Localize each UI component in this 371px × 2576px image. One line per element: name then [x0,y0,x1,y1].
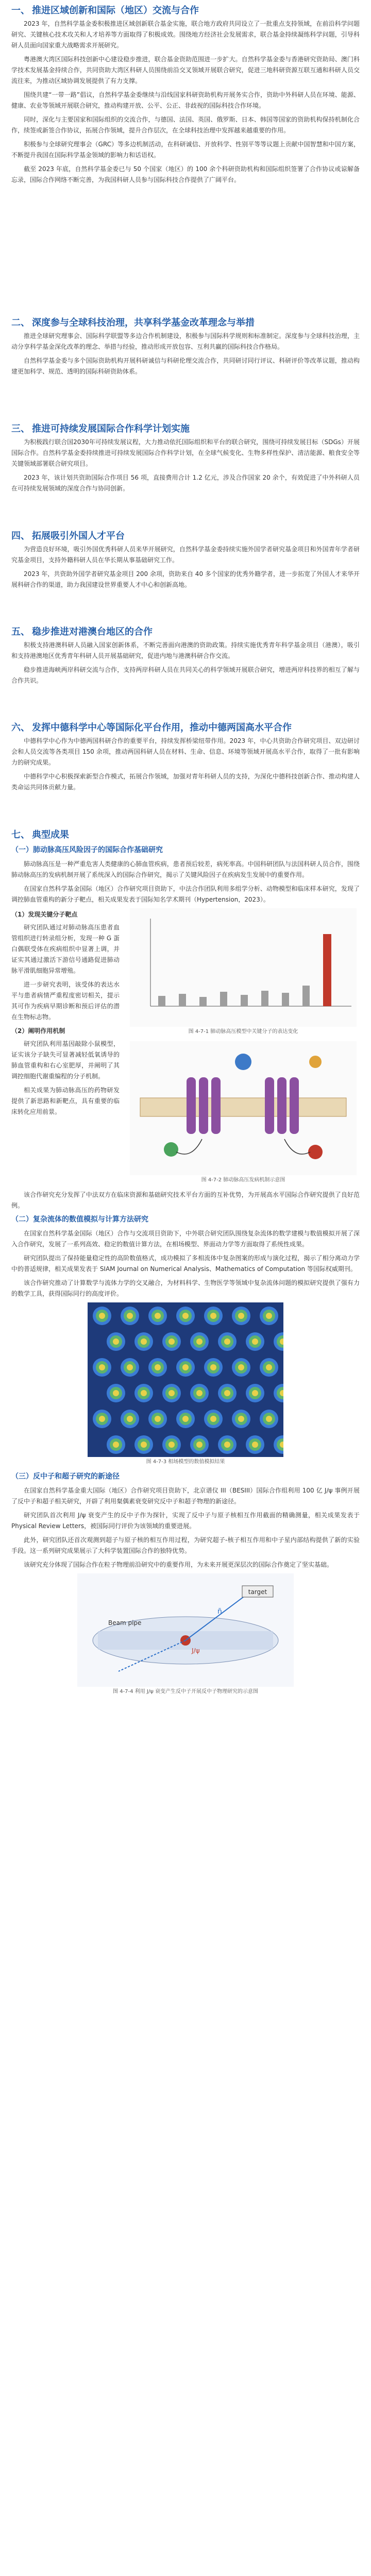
pattern-ring [224,1338,230,1345]
paragraph: 研究团队利用基因敲除小鼠模型，证实该分子缺失可显著减轻低氧诱导的肺血管重构和右心室肥厚，并阐明了其调控细胞代谢重编程的分子机制。 [11,1040,120,1080]
paragraph: 积极支持港澳科研人员融入国家创新体系，不断完善面向港澳的资助政策。持续实施优秀青年科学基金项目（港澳），吸引和支持港澳地区优秀青年科研人员开展基础研究，促进内地与港澳科研合作交流。 [11,641,360,659]
pattern-ring [252,1442,258,1448]
paragraph: 在国家自然科学基金国际（地区）合作研究项目资助下，中法合作团队利用多组学分析、动物模型和临床样本研究，发现了调控肺血管重构的新分子靶点，相关成果发表于国际知名学术期刊（Hypertension，2023）。 [11,885,360,903]
result-3-title: （三）反中子和超子研究的新途径 [11,1472,120,1481]
signal-molecule [164,1142,178,1157]
pattern-ring [238,1313,244,1319]
section-2 [11,315,360,380]
paragraph: 研究团队通过对肺动脉高压患者血管组织进行转录组分析，发现一种 G 蛋白偶联受体在疾病组织中显著上调，并证实其通过激活下游信号通路促进肺动脉平滑肌细胞异常增殖。 [11,924,120,974]
result-2-title: （二）复杂流体的数值模拟与计算方法研究 [11,1215,148,1224]
paragraph: 为积极践行联合国2030年可持续发展议程，大力推动依托国际组织和平台的联合研究，围绕可持续发展目标（SDGs）开展国际合作。自然科学基金委持续推进可持续发展国际合作科学计划，在全球气候变化、生物多样性保护、清洁能源、粮食安全等关键领域部署联合研究项目。 [11,438,360,467]
section-heading: 二、 深度参与全球科技治理，共享科学基金改革理念与举措 [11,317,255,328]
paragraph: 在国家自然科学基金国际（地区）合作与交流项目资助下，中外联合研究团队围绕复杂流体的数学建模与数值模拟开展了深入合作研究，发展了一系列高效、稳定的数值计算方法，在相场模型、界面动力学等方面取得了系统性成果。 [11,1230,360,1248]
receptor-helix [290,1077,299,1134]
pattern-ring [196,1390,203,1396]
figure-caption: 图 4-7-2 肺动脉高压发病机制示意图 [201,1177,285,1183]
pattern-ring [155,1416,161,1422]
pattern-ring [182,1416,189,1422]
paragraph: 此外，研究团队还首次观测到超子与原子核的相互作用过程，为研究超子-核子相互作用和中子星内部结构提供了新的实验手段。这一系列研究成果展示了大科学装置国际合作的独特优势。 [11,1536,360,1554]
pattern-ring [210,1416,216,1422]
pattern-ring [99,1364,105,1370]
pattern-ring [155,1364,161,1370]
section-3 [11,421,360,497]
pattern-ring [210,1313,216,1319]
pattern-ring [113,1390,119,1396]
receptor-helix [265,1077,274,1134]
ligand [309,1056,322,1068]
figure-caption: 图 4-7-4 利用 J/ψ 衰变产生反中子开展反中子物理研究的示意图 [113,1689,258,1694]
pattern-ring [127,1313,133,1319]
signal-molecule [308,1145,323,1159]
pattern-ring [196,1338,203,1345]
section-heading: 七、 典型成果 [11,829,69,840]
bar [220,992,227,1006]
paragraph: 截至 2023 年底，自然科学基金委已与 50 个国家（地区）的 100 余个科研资助机构和国际组织签署了合作协议或谅解备忘录，国际合作网络不断完善，为我国科研人员参与国际科技合作提供了广阔平台。 [11,165,360,183]
section-heading: 三、 推进可持续发展国际合作科学计划实施 [11,423,190,434]
pattern-ring [155,1313,161,1319]
data-point [325,938,327,941]
section-heading: 四、 拓展吸引外国人才平台 [11,531,125,541]
receptor-helix [199,1077,208,1134]
paragraph: 研究团队提出了保持能量稳定性的高阶数值格式，成功模拟了多相流体中复杂图案的形成与演化过程，揭示了相分离动力学中的普适规律，相关成果发表于 SIAM Journal on Numerical Analysis、Mathematics of Computation 等国际权威期刊。 [11,1255,360,1273]
pattern-ring [266,1416,272,1422]
membrane [140,1098,346,1116]
section-5 [11,624,360,689]
pattern-ring [127,1364,133,1370]
bar-chart-figure [130,908,357,1027]
section-heading: 五、 稳步推进对港澳台地区的合作 [11,626,153,637]
receptor-helix [277,1077,286,1134]
section-1 [11,3,360,189]
target-label: target [248,1588,267,1596]
receptor-helix [211,1077,221,1134]
section-7 [11,827,360,1701]
paragraph: 稳步推进海峡两岸科研交流与合作，支持两岸科研人员在共同关心的科学领域开展联合研究，增进两岸科技界的相互了解与合作共识。 [11,666,360,684]
paragraph: 中德科学中心积极探索新型合作模式，拓展合作领域，加强对青年科研人员的支持，为深化中德科技创新合作、推动构建人类命运共同体贡献力量。 [11,773,360,791]
bar [241,995,248,1006]
paragraph: 研究团队首次利用 J/ψ 衰变产生的反中子作为探针，实现了反中子与原子核相互作用截面的精确测量，相关成果发表于 Physical Review Letters，被国际同行评价为该领域的重要进展。 [11,1512,360,1530]
section-heading: 六、 发挥中德科学中心等国际化平台作用，推动中德两国高水平合作 [11,722,292,733]
data-point [326,951,329,953]
pattern-ring [168,1390,175,1396]
bar [179,994,186,1006]
bar [199,997,207,1006]
pattern-ring [224,1442,230,1448]
bar [261,991,268,1006]
pattern-ring [141,1442,147,1448]
pattern-ring [113,1338,119,1345]
paragraph: 该合作研究充分发挥了中法双方在临床资源和基础研究技术平台方面的互补优势，为开展高水平国际合作研究提供了良好范例。 [11,1191,360,1209]
pattern-ring [252,1338,258,1345]
result-1-figure-column [127,908,360,1190]
beam-pipe-label: Beam pipe [108,1619,142,1626]
pattern-ring [238,1364,244,1370]
paragraph: 2023 年，共资助外国学者研究基金项目 200 余项，资助来自 40 多个国家的优秀外籍学者，进一步拓宽了外国人才来华开展科研合作的渠道，助力我国建设世界重要人才中心和创新高地。 [11,570,360,588]
antineutron-experiment-diagram [77,1573,294,1687]
subheading: （1）发现关键分子靶点 [11,911,78,918]
pattern-ring [99,1313,105,1319]
paragraph: 推进全球研究理事会、国际科学联盟等多边合作机制建设，积极参与国际科学规则和标准制定。深度参与全球科技治理，主动分享科学基金深化改革的理念、举措与经验，推动形成开放包容、互利共赢的国际科技合作格局。 [11,332,360,350]
mechanism-diagram [130,1041,357,1175]
data-point [328,944,330,947]
paragraph: 2023 年，该计划共资助国际合作项目 56 项，直接费用合计 1.2 亿元，涉及合作国家 20 余个，有效促进了中外科研人员在可持续发展领域的深度合作与协同创新。 [11,474,360,492]
pattern-ring [252,1390,258,1396]
pattern-ring [127,1416,133,1422]
section-4 [11,529,360,594]
pattern-ring [238,1416,244,1422]
result-1-title: （一）肺动脉高压风险因子的国际合作基础研究 [11,846,163,854]
pattern-ring [182,1313,189,1319]
paragraph: 同时，深化与主要国家和国际组织的交流合作，与德国、法国、英国、俄罗斯、日本、韩国等国家的资助机构保持机制化合作，续签或新签合作协议，拓展合作领域，提升合作层次，在全球科技治理中发挥越来越重要的作用。 [11,116,360,134]
pattern-ring [196,1442,203,1448]
pattern-ring [168,1338,175,1345]
phase-field-simulation-image [88,1302,283,1457]
section-heading: 一、 推进区域创新和国际（地区）交流与合作 [11,5,199,16]
pattern-ring [113,1442,119,1448]
pattern-ring [266,1313,272,1319]
bar [158,996,165,1006]
bar [282,993,289,1006]
receptor-helix [187,1077,196,1134]
result-1-text-column [11,908,120,1190]
highlight-bar [323,934,331,1006]
paragraph: 为营造良好环境，吸引外国优秀科研人员来华开展研究，自然科学基金委持续实施外国学者研究基金项目和外国青年学者研究基金项目，支持外籍科研人员在华长期从事基础研究工作。 [11,546,360,564]
paragraph: 在国家自然科学基金重大国际（地区）合作研究项目资助下，北京谱仪 III（BESIII）国际合作组利用 100 亿 J/ψ 事例开展了反中子和超子相关研究，开辟了利用粲偶素衰变研究反中子和超子物理的新途径。 [11,1487,360,1505]
pattern-ring [210,1364,216,1370]
pattern-ring [266,1364,272,1370]
pattern-ring [182,1364,189,1370]
pattern-ring [141,1338,147,1345]
paragraph: 该研究充分体现了国际合作在粒子物理前沿研究中的重要作用，为未来开展更深层次的国际合作奠定了坚实基础。 [24,1561,333,1568]
pattern-ring [99,1416,105,1422]
paragraph: 进一步研究表明，该受体的表达水平与患者病情严重程度密切相关，提示其可作为疾病早期诊断和预后评估的潜在生物标志物。 [11,981,120,1021]
paragraph: 积极参与全球研究理事会（GRC）等多边机制活动，在科研诚信、开放科学、性别平等等议题上贡献中国智慧和中国方案，不断提升我国在国际科学基金领域的影响力和话语权。 [11,141,360,159]
figure-caption: 图 4-7-3 相场模型的数值模拟结果 [146,1459,225,1465]
jpsi-label: J/ψ [192,1647,200,1654]
subheading: （2）阐明作用机制 [11,1027,65,1035]
paragraph: 中德科学中心作为中德两国科研合作的重要平台，持续发挥桥梁纽带作用。2023 年，中心共资助合作研究项目、双边研讨会和人员交流等各类项目 150 余项，推动两国科研人员在材料、生命、信息、环境等领域开展高水平合作，取得了一批有影响力的研究成果。 [11,737,360,766]
figure-caption: 图 4-7-1 肺动脉高压模型中关键分子的表达变化 [188,1029,298,1035]
bar [302,986,310,1006]
pattern-ring [168,1442,175,1448]
section-6 [11,720,360,796]
paragraph: 该合作研究推动了计算数学与流体力学的交叉融合，为材料科学、生物医学等领域中复杂流体问题的模拟研究提供了强有力的数学工具，获得国际同行的高度评价。 [11,1279,360,1297]
figure-bg [130,908,357,1027]
result-1-body [11,908,360,1190]
paragraph: 2023 年，自然科学基金委积极推进区域创新联合基金实施，联合地方政府共同设立了一批重点支持领域，在前沿科学问题研究、关键核心技术攻关和人才培养等方面取得了积极成效。围绕地方经济社会发展需求，联合基金持续凝练科学问题，引导科研人员面向国家重大战略需求开展研究。 [11,20,360,49]
ligand [235,1054,251,1070]
paragraph: 相关成果为肺动脉高压的药物研发提供了新思路和新靶点，具有重要的临床转化应用前景。 [11,1087,120,1115]
paragraph: 自然科学基金委与多个国际资助机构开展科研诚信与科研伦理交流合作，共同研讨同行评议、科研评价等改革议题，推动构建更加科学、规范、透明的国际科研资助体系。 [11,357,360,375]
paragraph: 肺动脉高压是一种严重危害人类健康的心肺血管疾病，患者预后较差，病死率高。中国科研团队与法国科研人员合作，围绕肺动脉高压的发病机制开展了系统深入的国际合作研究，揭示了关键风险因子在疾病发生发展中的重要作用。 [11,860,360,878]
paragraph: 围绕共建“一带一路”倡议，自然科学基金委继续与沿线国家科研资助机构开展务实合作，资助中外科研人员在环境、能源、健康、农业等领域开展联合研究，推动构建开放、公平、公正、非歧视的国际科技合作环境。 [11,91,360,109]
antineutron-label: n̄ [217,1607,222,1616]
pattern-ring [224,1390,230,1396]
pattern-ring [141,1390,147,1396]
paragraph: 粤港澳大湾区国际科技创新中心建设稳步推进，联合基金资助范围进一步扩大。自然科学基金委与香港研究资助局、澳门科学技术发展基金持续合作，共同资助大湾区科研人员围绕前沿交叉领域开展联合研究，促进三地科研资源互联互通和科研人员交流往来，为推动区域协调发展提供了有力支撑。 [11,56,360,84]
